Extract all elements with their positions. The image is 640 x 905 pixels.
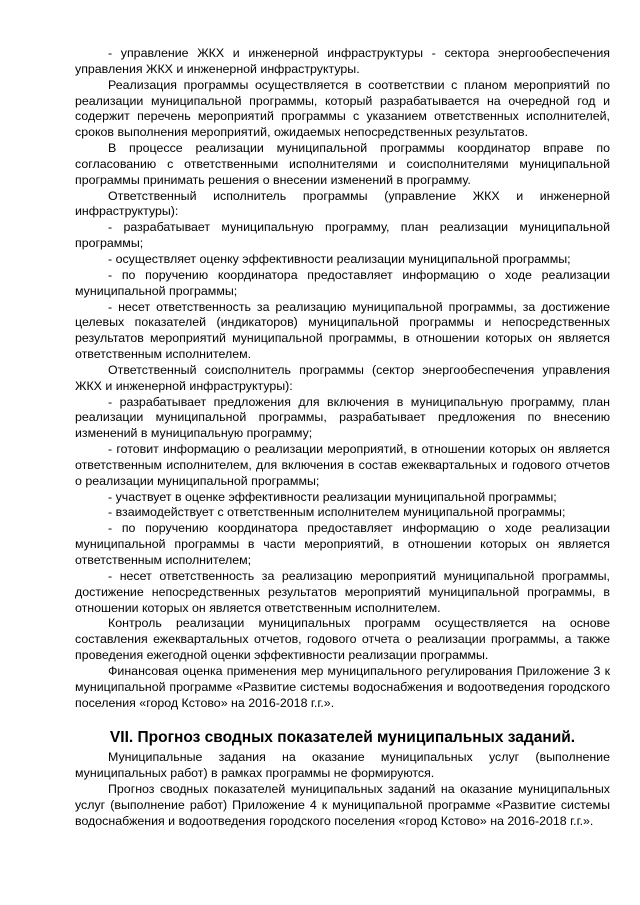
paragraph: Прогноз сводных показателей муниципальных заданий на оказание муниципальных услуг (выполнение работ) Приложение 4 к муниципальной программе «Развитие системы водоснабжения и водоотведения городского поселения «город Кстово» на 2016-2018 г.г.». bbox=[75, 782, 610, 828]
paragraph: Муниципальные задания на оказание муниципальных услуг (выполнение муниципальных работ) в рамках программы не формируются. bbox=[75, 750, 610, 781]
paragraph: - разрабатывает предложения для включения в муниципальную программу, план реализации муниципальной программы, разрабатывает предложения по внесению изменений в муниципальную программу; bbox=[75, 394, 610, 441]
paragraph: - разрабатывает муниципальную программу, план реализации муниципальной программы; bbox=[75, 220, 610, 251]
paragraph: - участвует в оценке эффективности реализации муниципальной программы; bbox=[108, 489, 557, 504]
paragraph: Ответственный исполнитель программы (управление ЖКХ и инженерной инфраструктуры): bbox=[75, 188, 610, 219]
paragraph: Ответственный соисполнитель программы (сектор энергообеспечения управления ЖКХ и инженерной инфраструктуры): bbox=[75, 362, 610, 393]
paragraph: - несет ответственность за реализацию мероприятий муниципальной программы, достижение непосредственных результатов мероприятий муниципальной программы, в отношении которых он является ответственным исполнителем. bbox=[75, 568, 610, 615]
paragraph: В процессе реализации муниципальной программы координатор вправе по согласованию с ответственными исполнителями и соисполнителями муниципальной программы принимать решения о внесении изменений в программу. bbox=[75, 141, 610, 187]
paragraph: - по поручению координатора предоставляет информацию о ходе реализации муниципальной программы в части мероприятий, в отношении которых он является ответственным исполнителем; bbox=[75, 521, 610, 567]
paragraph: - несет ответственность за реализацию муниципальной программы, за достижение целевых показателей (индикаторов) муниципальной программы и непосредственных результатов мероприятий муниципальной программы, в отношении которых он является ответственным исполнителем. bbox=[75, 299, 610, 362]
paragraph: Реализация программы осуществляется в соответствии с планом мероприятий по реализации муниципальной программы, который разрабатывается на очередной год и содержит перечень мероприятий программы с указанием ответственных исполнителей, сроков выполнения мероприятий, ожидаемых непосредственных результатов. bbox=[75, 77, 610, 140]
paragraph: Контроль реализации муниципальных программ осуществляется на основе составления ежеквартальных отчетов, годового отчета о реализации программы, а также проведения ежегодной оценки эффективности реализации программы. bbox=[75, 616, 610, 663]
paragraph: - по поручению координатора предоставляет информацию о ходе реализации муниципальной программы; bbox=[75, 267, 610, 298]
paragraph: Финансовая оценка применения мер муниципального регулирования Приложение 3 к муниципальной программе «Развитие системы водоснабжения и водоотведения городского поселения «город Кстово» на 2016-2018 г.г.». bbox=[75, 663, 610, 710]
paragraph: - взаимодействует с ответственным исполнителем муниципальной программы; bbox=[108, 505, 566, 520]
paragraph: - управление ЖКХ и инженерной инфраструктуры - сектора энергообеспечения управления ЖКХ и инженерной инфраструктуры. bbox=[75, 46, 610, 76]
paragraph: - осуществляет оценку эффективности реализации муниципальной программы; bbox=[108, 251, 571, 266]
paragraph: - готовит информацию о реализации мероприятий, в отношении которых он является ответственным исполнителем, для включения в состав ежеквартальных и годового отчетов о реализации муниципальной программы; bbox=[75, 442, 610, 488]
section-heading: VII. Прогноз сводных показателей муниципальных заданий. bbox=[109, 729, 576, 747]
document-page bbox=[75, 46, 610, 830]
